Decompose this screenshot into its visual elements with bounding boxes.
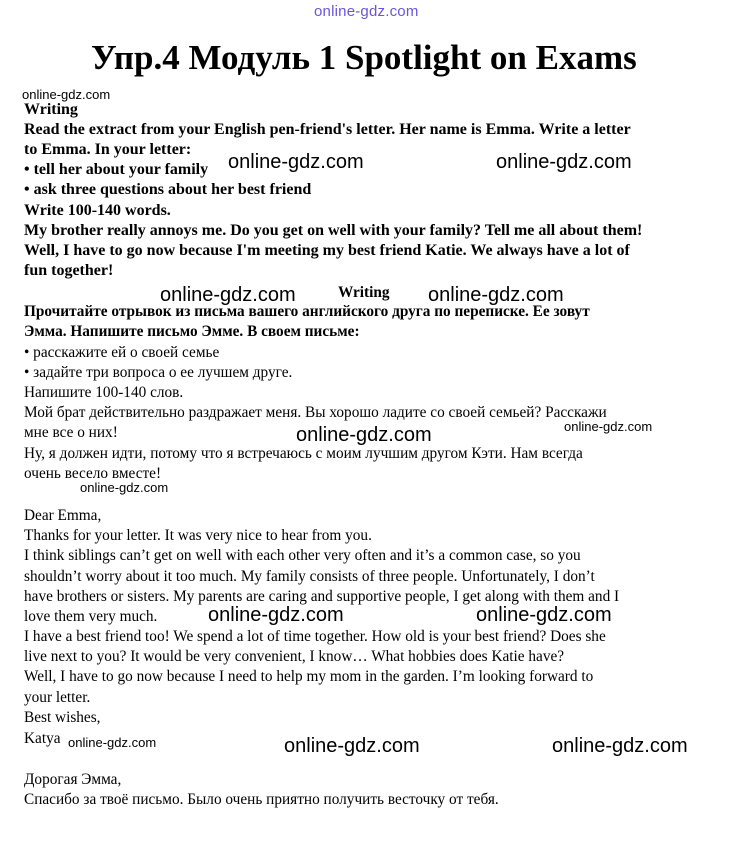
letter-line: live next to you? It would be very convenient, I know… What hobbies does Katie have?: [24, 648, 565, 665]
letter-signature: Katya: [24, 730, 61, 747]
watermark: online-gdz.com: [228, 151, 364, 173]
watermark: online-gdz.com: [208, 604, 344, 626]
watermark-small: online-gdz.com: [564, 419, 653, 434]
task-ru-bullet: • расскажите ей о своей семье: [24, 344, 220, 361]
letter-line: I think siblings can’t get on well with each other very often and it’s a common case, so you: [24, 547, 581, 564]
task-bullet: • tell her about your family: [24, 161, 209, 178]
task-ru-bold-line: Прочитайте отрывок из письма вашего английского друга по переписке. Ее зовут: [24, 303, 590, 320]
task-extract-line: My brother really annoys me. Do you get on well with your family? Tell me all about them!: [24, 222, 643, 239]
top-watermark: online-gdz.com: [314, 3, 419, 20]
letter-line: shouldn’t worry about it too much. My family consists of three people. Unfortunately, I don’t: [24, 568, 595, 585]
task-heading-en: Writing: [24, 101, 78, 118]
task-ru-bullet: • задайте три вопроса о ее лучшем друге.: [24, 364, 293, 381]
letter-line: your letter.: [24, 689, 91, 706]
letter-closing: Best wishes,: [24, 709, 101, 726]
task-extract-line: fun together!: [24, 262, 114, 279]
task-ru-line: очень весело вместе!: [24, 465, 162, 482]
watermark: online-gdz.com: [496, 151, 632, 173]
letter-line: Well, I have to go now because I need to help my mom in the garden. I’m looking forward to: [24, 668, 594, 685]
task-text-line: to Emma. In your letter:: [24, 141, 192, 158]
task-ru-line: Мой брат действительно раздражает меня. Вы хорошо ладите со своей семьей? Расскажи: [24, 404, 607, 421]
watermark: online-gdz.com: [284, 735, 420, 757]
watermark: online-gdz.com: [296, 424, 432, 446]
watermark-small: online-gdz.com: [68, 735, 157, 750]
task-text-line: Write 100-140 words.: [24, 202, 171, 219]
letter-line: Thanks for your letter. It was very nice to hear from you.: [24, 527, 372, 544]
page-title: Упр.4 Модуль 1 Spotlight on Exams: [91, 38, 637, 77]
watermark-small: online-gdz.com: [80, 480, 169, 495]
task-ru-line: Напишите 100-140 слов.: [24, 384, 184, 401]
task-ru-bold-line: Эмма. Напишите письмо Эмме. В своем письме:: [24, 323, 360, 340]
letter-line: love them very much.: [24, 608, 158, 625]
watermark-small: online-gdz.com: [22, 87, 111, 102]
task-extract-line: Well, I have to go now because I'm meeting my best friend Katie. We always have a lot of: [24, 242, 630, 259]
watermark: online-gdz.com: [476, 604, 612, 626]
letter-greeting: Dear Emma,: [24, 507, 102, 524]
task-bullet: • ask three questions about her best friend: [24, 181, 312, 198]
task-heading-ru: Writing: [338, 284, 390, 301]
task-text-line: Read the extract from your English pen-friend's letter. Her name is Emma. Write a letter: [24, 121, 631, 138]
watermark: online-gdz.com: [160, 284, 296, 306]
watermark: online-gdz.com: [552, 735, 688, 757]
letter-line: I have a best friend too! We spend a lot of time together. How old is your best friend? Does she: [24, 628, 606, 645]
letter-ru-line: Спасибо за твоё письмо. Было очень приятно получить весточку от тебя.: [24, 791, 499, 808]
letter-line: have brothers or sisters. My parents are caring and supportive people, I get along with them and I: [24, 588, 620, 605]
letter-ru-greeting: Дорогая Эмма,: [24, 771, 122, 788]
watermark: online-gdz.com: [428, 284, 564, 306]
task-ru-line: мне все о них!: [24, 424, 118, 441]
task-ru-line: Ну, я должен идти, потому что я встречаюсь с моим лучшим другом Кэти. Нам всегда: [24, 445, 583, 462]
